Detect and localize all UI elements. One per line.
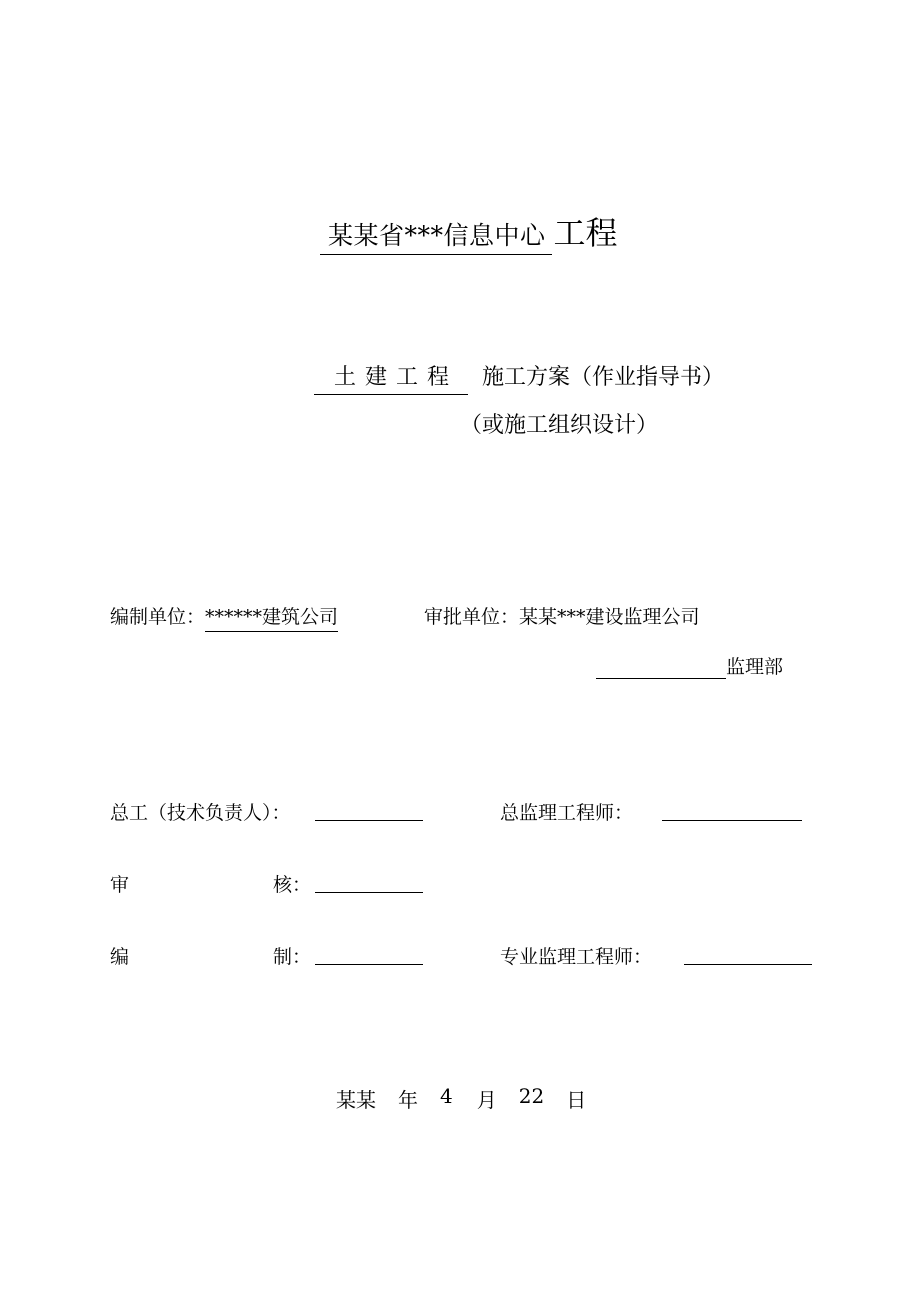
chief-supervisor-label: 总监理工程师： [500, 802, 634, 824]
compile-unit-label: 编制单位： [110, 606, 206, 628]
chief-engineer-signature-line[interactable] [315, 800, 423, 821]
compiler-signature-line[interactable] [315, 944, 423, 965]
supervision-dept [596, 652, 783, 679]
reviewer-signature-line[interactable] [315, 872, 423, 893]
date-day-unit: 日 [566, 1088, 587, 1112]
compile-unit [110, 602, 338, 632]
date-day: 22 [518, 1084, 545, 1108]
specialist-supervisor-signature-line[interactable] [684, 944, 812, 965]
date-year-unit: 年 [398, 1088, 418, 1112]
plan-heading [314, 360, 724, 395]
chief-engineer-label: 总工（技术负责人）： [110, 802, 291, 824]
date-year: 某某 [336, 1088, 376, 1112]
chief-supervisor-signature-line[interactable] [662, 800, 802, 821]
document-date [336, 1084, 586, 1113]
project-suffix: 工程 [553, 214, 618, 252]
project-title [320, 208, 618, 254]
plan-alt-title: （或施工组织设计） [460, 413, 659, 438]
date-month-unit: 月 [476, 1088, 497, 1112]
specialist-supervisor-label: 专业监理工程师： [500, 946, 653, 968]
approve-unit [424, 602, 700, 629]
review-label-first: 审 [110, 874, 130, 896]
date-month: 4 [440, 1084, 453, 1108]
approve-unit-label: 审批单位： [424, 606, 520, 628]
approve-unit-value: 某某***建设监理公司 [519, 606, 700, 628]
compiler-label-first: 编 [110, 946, 130, 968]
plan-title: 施工方案（作业指导书） [482, 365, 725, 390]
supervision-dept-blank[interactable] [596, 658, 726, 679]
compile-unit-value: ******建筑公司 [205, 602, 338, 632]
project-name: 某某省***信息中心 [320, 216, 552, 255]
supervision-dept-label: 监理部 [726, 656, 784, 678]
review-label-second: 核： [273, 874, 312, 896]
discipline-name: 土建工程 [314, 360, 468, 395]
compiler-label-second: 制： [273, 946, 312, 968]
